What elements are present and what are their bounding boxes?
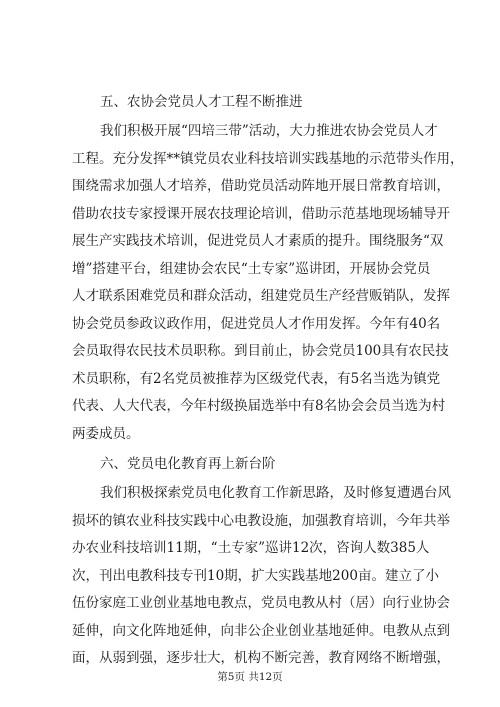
paragraph-line: 代表、人大代表，今年村级换届选举中有8名协会会员当选为村 <box>72 398 446 414</box>
section-6-heading: 六、党员电化教育再上新台阶 <box>100 456 276 472</box>
paragraph-line: 术员职称，有2名党员被推荐为区级党代表，有5名当选为镇党 <box>72 370 441 387</box>
paragraph-line: 延伸，向文化阵地延伸，向非公企业创业基地延伸。电教从点到 <box>72 622 450 639</box>
paragraph-line: 展生产实践技术培训，促进党员人才素质的提升。围绕服务“双 <box>72 233 444 249</box>
paragraph-line: 会员取得农民技术员职称。到目前止，协会党员100具有农民技 <box>72 343 449 359</box>
paragraph-line: 办农业科技培训11期，“土专家”巡讲12次，咨询人数385人 <box>72 540 430 556</box>
paragraph-line: 伍份家庭工业创业基地电教点，党员电教从村（居）向行业协会 <box>72 595 450 611</box>
paragraph-line: 两委成员。 <box>72 425 140 442</box>
section-6-paragraph <box>72 480 451 673</box>
paragraph-line: 损坏的镇农业科技实践中心电教设施，加强教育培训，今年共举 <box>72 512 450 529</box>
paragraph-line: 面，从弱到强，逐步壮大，机构不断完善，教育网络不断增强， <box>72 650 450 666</box>
paragraph-line: 围绕需求加强人才培养，借助党员活动阵地开展日常教育培训， <box>72 178 450 194</box>
paragraph-line: 我们积极探索党员电化教育工作新思路，及时修复遭遇台风 <box>100 485 451 501</box>
section-5-paragraph <box>72 118 464 448</box>
paragraph-line: 协会党员参政议政作用，促进党员人才作用发挥。今年有40名 <box>72 315 441 332</box>
paragraph-line: 人才联系困难党员和群众活动，组建党员生产经营贩销队，发挥 <box>72 288 450 304</box>
paragraph-line: 增”搭建平台，组建协会农民“土专家”巡讲团，开展协会党员 <box>72 260 431 277</box>
document-body <box>72 92 464 679</box>
page-footer: 第5页 共12页 <box>217 671 283 683</box>
paragraph-line: 工程。充分发挥**镇党员农业科技培训实践基地的示范带头作用， <box>72 150 464 167</box>
paragraph-line: 我们积极开展“四培三带”活动，大力推进农协会党员人才 <box>100 123 438 139</box>
section-5-heading: 五、农协会党员人才工程不断推进 <box>100 94 303 110</box>
paragraph-line: 借助农技专家授课开展农技理论培训，借助示范基地现场辅导开 <box>72 205 450 222</box>
paragraph-line: 次，刊出电教科技专刊10期，扩大实践基地200亩。建立了小 <box>72 567 439 584</box>
